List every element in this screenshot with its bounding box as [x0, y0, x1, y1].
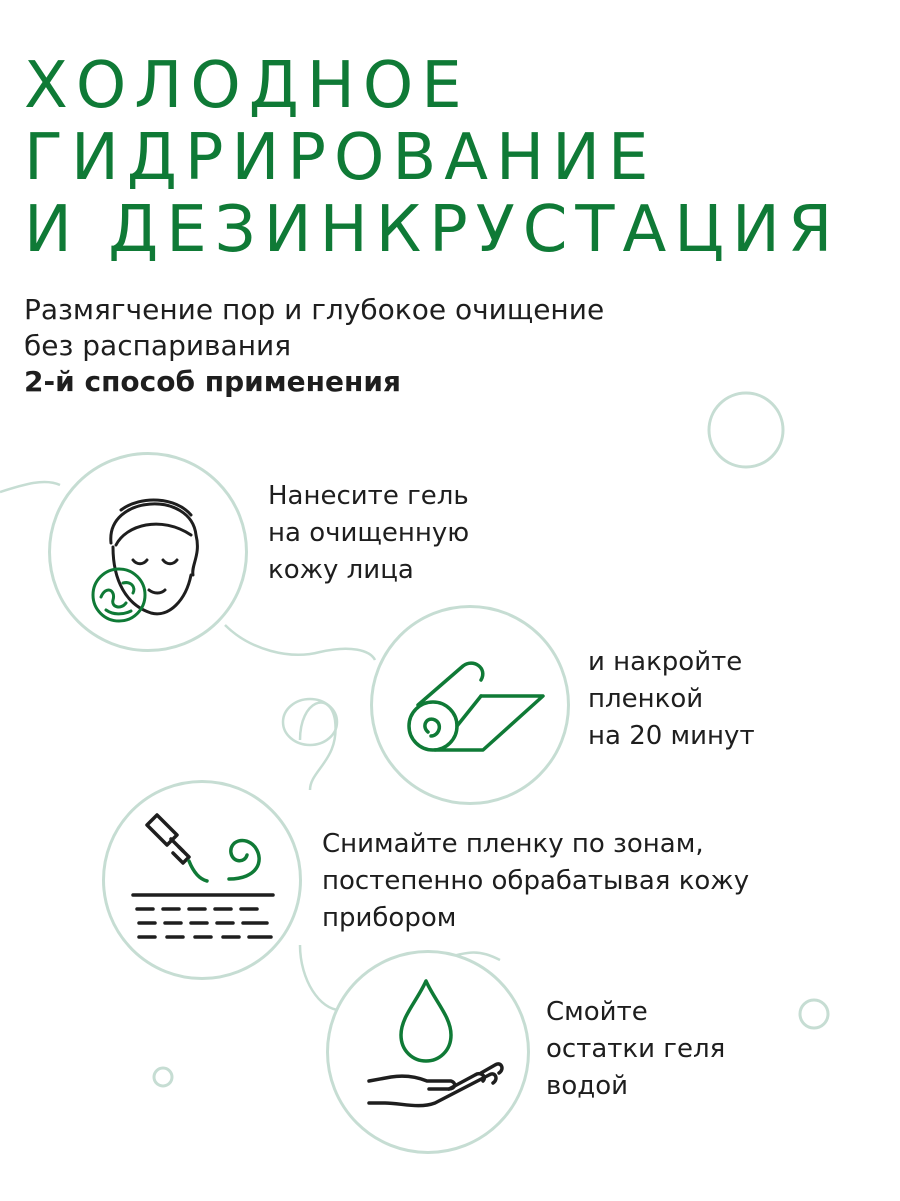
- step-4-line-2: остатки геля: [546, 1034, 726, 1064]
- title-line-2: ГИДРИРОВАНИЕ: [24, 121, 657, 195]
- film-roll-icon: [373, 608, 567, 802]
- step-1-line-2: на очищенную: [268, 518, 470, 548]
- step-4-line-1: Смойте: [546, 997, 648, 1027]
- water-drop-shape: [401, 981, 451, 1061]
- step-4-text: [546, 994, 725, 1105]
- step-3-line-3: прибором: [322, 903, 457, 933]
- step-3-text: [322, 826, 749, 937]
- step-1-line-1: Нанесите гель: [268, 481, 469, 511]
- subtitle-line-2: без распаривания: [24, 329, 292, 362]
- decorative-loop: [283, 699, 337, 745]
- step-3-line-1: Снимайте пленку по зонам,: [322, 829, 704, 859]
- subtitle-line-1: Размягчение пор и глубокое очищение: [24, 293, 605, 326]
- decorative-circle-small-right: [800, 1000, 828, 1028]
- decorative-circle-small-left: [154, 1068, 172, 1086]
- face-towel-gel-icon: [51, 455, 245, 649]
- step-2-line-3: на 20 минут: [588, 721, 755, 751]
- step-3-line-2: постепенно обрабатывая кожу: [322, 866, 750, 896]
- step-1-line-3: кожу лица: [268, 555, 414, 585]
- step-1-text: [268, 478, 469, 589]
- page-title: [24, 50, 840, 266]
- decorative-circle-large: [709, 393, 783, 467]
- step-2-circle: [370, 605, 570, 805]
- title-line-1: ХОЛОДНОЕ: [24, 49, 470, 123]
- step-2-line-1: и накройте: [588, 647, 743, 677]
- title-line-3: И ДЕЗИНКРУСТАЦИЯ: [24, 193, 841, 267]
- step-2-line-2: пленкой: [588, 684, 704, 714]
- step-2-text: [588, 644, 755, 755]
- step-4-line-3: водой: [546, 1071, 629, 1101]
- step-3-circle: [102, 780, 302, 980]
- device-peel-icon: [105, 783, 299, 977]
- step-4-circle: [326, 950, 530, 1154]
- method-label: 2-й способ применения: [24, 365, 401, 398]
- step-1-circle: [48, 452, 248, 652]
- water-drop-hand-icon: [329, 953, 527, 1151]
- subtitle-block: [24, 292, 604, 400]
